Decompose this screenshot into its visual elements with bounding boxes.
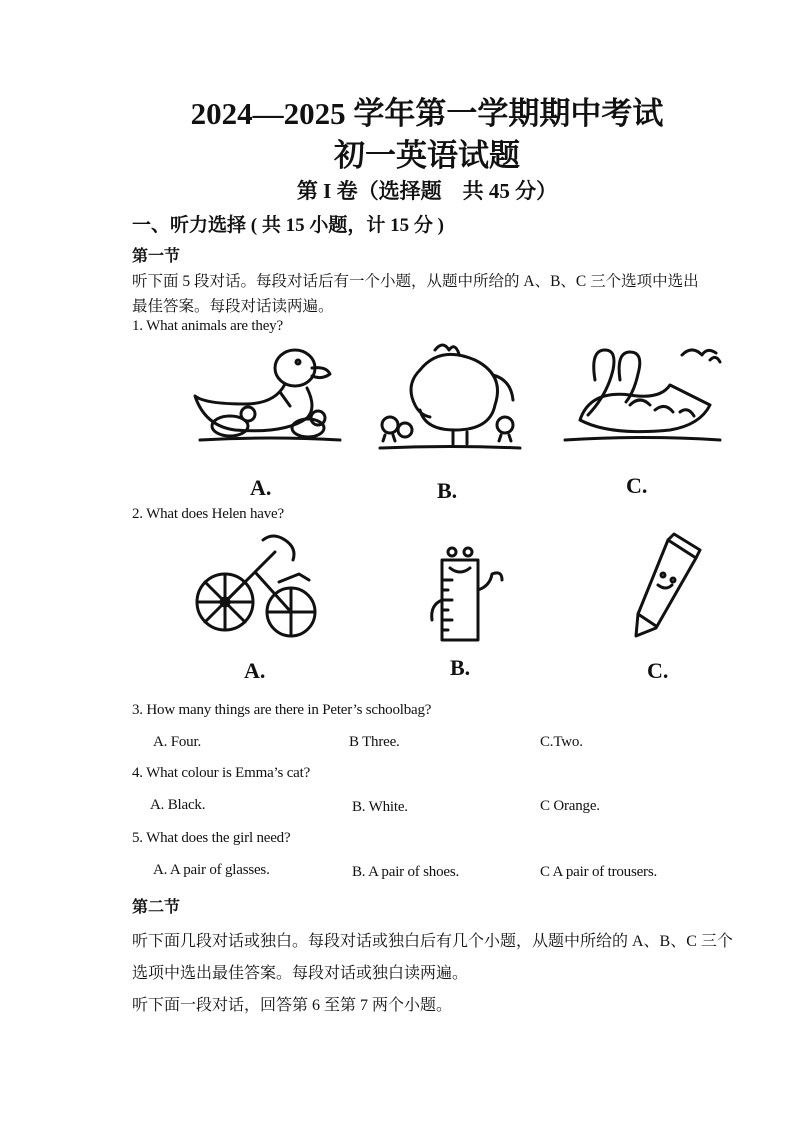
- question-2: 2. What does Helen have?: [132, 506, 284, 522]
- q2-option-c-letter: C.: [647, 658, 669, 683]
- part1-label: 第一节: [132, 248, 181, 265]
- part2-instruction-line1: 听下面几段对话或独白。每段对话或独白后有几个小题，从题中所给的 A、B、C 三个: [132, 933, 733, 950]
- q4-option-a: A. Black.: [150, 797, 206, 813]
- section-heading: 一、听力选择 ( 共 15 小题，计 15 分 ): [132, 215, 444, 236]
- question-1: 1. What animals are they?: [132, 318, 283, 334]
- q2-option-a-letter: A.: [244, 658, 266, 683]
- duck-icon: [190, 340, 350, 455]
- q4-option-b: B. White.: [352, 799, 408, 815]
- bicycle-icon: [193, 530, 323, 645]
- q5-option-c: C A pair of trousers.: [540, 864, 658, 880]
- exam-subtitle: 初一英语试题: [334, 138, 520, 173]
- q3-option-b: B Three.: [349, 734, 400, 750]
- swan-icon: [560, 340, 725, 455]
- q1-option-a-letter: A.: [250, 475, 272, 500]
- q3-option-a: A. Four.: [153, 734, 201, 750]
- q1-option-b-letter: B.: [437, 478, 458, 503]
- q5-option-b: B. A pair of shoes.: [352, 864, 460, 880]
- question-3: 3. How many things are there in Peter’s schoolbag?: [132, 702, 432, 718]
- part2-label: 第二节: [132, 899, 181, 916]
- question-4: 4. What colour is Emma’s cat?: [132, 765, 311, 781]
- q1-option-c-letter: C.: [626, 473, 648, 498]
- part2-instruction-line3: 听下面一段对话，回答第 6 至第 7 两个小题。: [132, 997, 453, 1014]
- pencil-icon: [628, 530, 703, 640]
- volume-heading: 第 I 卷（选择题 共 45 分）: [296, 179, 558, 203]
- part2-instruction-line2: 选项中选出最佳答案。每段对话或独白读两遍。: [132, 965, 469, 982]
- question-5: 5. What does the girl need?: [132, 830, 291, 846]
- part1-instruction-line2: 最佳答案。每段对话读两遍。: [132, 298, 334, 315]
- hen-icon: [375, 340, 525, 455]
- q2-option-b-letter: B.: [450, 655, 471, 680]
- part1-instruction-line1: 听下面 5 段对话。每段对话后有一个小题，从题中所给的 A、B、C 三个选项中选出: [132, 273, 699, 290]
- ruler-icon: [420, 540, 515, 645]
- q4-option-c: C Orange.: [540, 798, 600, 814]
- q5-option-a: A. A pair of glasses.: [153, 862, 270, 878]
- exam-title: 2024—2025 学年第一学期期中考试: [190, 96, 664, 131]
- q3-option-c: C.Two.: [540, 734, 583, 750]
